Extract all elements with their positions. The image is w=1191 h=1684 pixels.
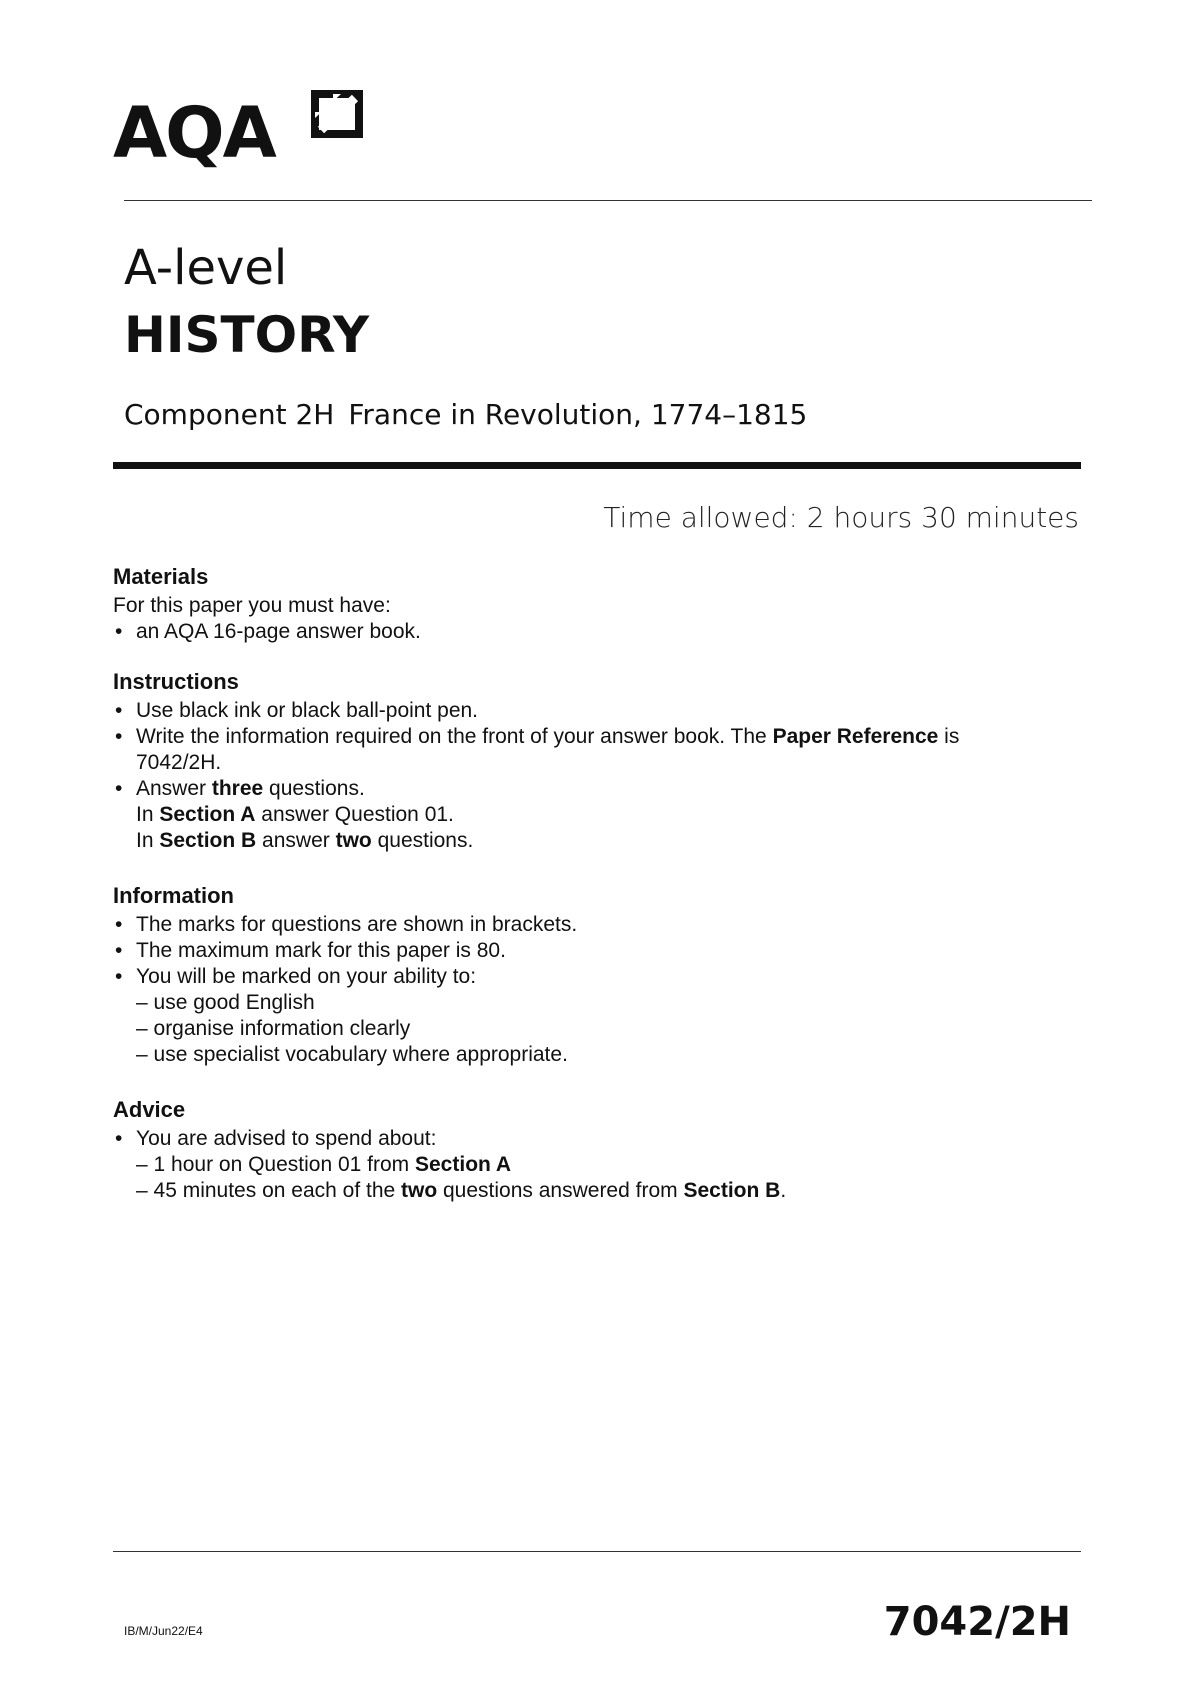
bullet-icon: • <box>115 699 123 722</box>
bullet-icon: • <box>115 725 123 748</box>
logo-text: AQA <box>113 92 275 174</box>
list-item: • an AQA 16-page answer book. <box>115 620 421 643</box>
information-list <box>113 912 1043 1068</box>
materials-heading: Materials <box>113 564 209 589</box>
advice-list <box>113 1126 1043 1204</box>
list-item: • The marks for questions are shown in brackets. <box>115 913 578 936</box>
advice-subline: – 45 minutes on each of the two questions answered from Section B. <box>136 1179 787 1202</box>
component-line <box>124 395 807 435</box>
component-title: France in Revolution, 1774–1815 <box>348 398 808 431</box>
bullet-icon: • <box>115 913 123 936</box>
bullet-icon: • <box>115 1127 123 1150</box>
document-reference-code: IB/M/Jun22/E4 <box>124 1624 203 1638</box>
advice-section <box>113 1096 1043 1204</box>
instructions-section <box>113 668 1043 854</box>
information-subline: – organise information clearly <box>136 1017 411 1040</box>
advice-subline: – 1 hour on Question 01 from Section A <box>136 1153 512 1176</box>
instruction-subline: In Section B answer two questions. <box>136 829 474 852</box>
materials-intro: For this paper you must have: <box>113 594 391 617</box>
information-subline: – use good English <box>136 991 315 1014</box>
bullet-icon: • <box>115 620 123 643</box>
list-item: • Answer three questions. In Section A answer Question 01. In Section B answer two questions. <box>113 776 1043 854</box>
list-item: • The maximum mark for this paper is 80. <box>115 939 506 962</box>
bottom-divider <box>113 1551 1081 1552</box>
advice-heading: Advice <box>113 1097 186 1122</box>
list-item: • Use black ink or black ball-point pen. <box>115 699 479 722</box>
information-heading: Information <box>113 883 234 908</box>
instructions-list <box>113 698 1043 854</box>
information-subline: – use specialist vocabulary where appropriate. <box>136 1043 568 1066</box>
top-divider <box>124 200 1092 201</box>
materials-list <box>113 619 1043 645</box>
list-item: • You will be marked on your ability to: – use good English – organise information clearly – use specialist vocabulary where appropriate. <box>113 964 1043 1068</box>
aqa-tick-mark-icon <box>311 90 363 142</box>
list-item: • You are advised to spend about: – 1 hour on Question 01 from Section A – 45 minutes on each of the two questions answered from Section B. <box>113 1126 1043 1204</box>
list-item: • Write the information required on the front of your answer book. The Paper Reference is 7042/2H. <box>115 725 960 774</box>
bullet-icon: • <box>115 965 123 988</box>
thick-divider <box>113 462 1081 469</box>
qualification-level: A-level <box>124 240 288 296</box>
instructions-heading: Instructions <box>113 669 239 694</box>
time-allowed: Time allowed: 2 hours 30 minutes <box>603 501 1079 534</box>
bullet-icon: • <box>115 777 123 800</box>
bullet-icon: • <box>115 939 123 962</box>
component-code: Component 2H <box>124 398 335 431</box>
subject-title: HISTORY <box>124 306 370 364</box>
information-section <box>113 882 1043 1068</box>
instruction-subline: In Section A answer Question 01. <box>136 803 454 826</box>
paper-reference: 7042/2H <box>883 1599 1071 1645</box>
materials-section <box>113 563 1043 645</box>
